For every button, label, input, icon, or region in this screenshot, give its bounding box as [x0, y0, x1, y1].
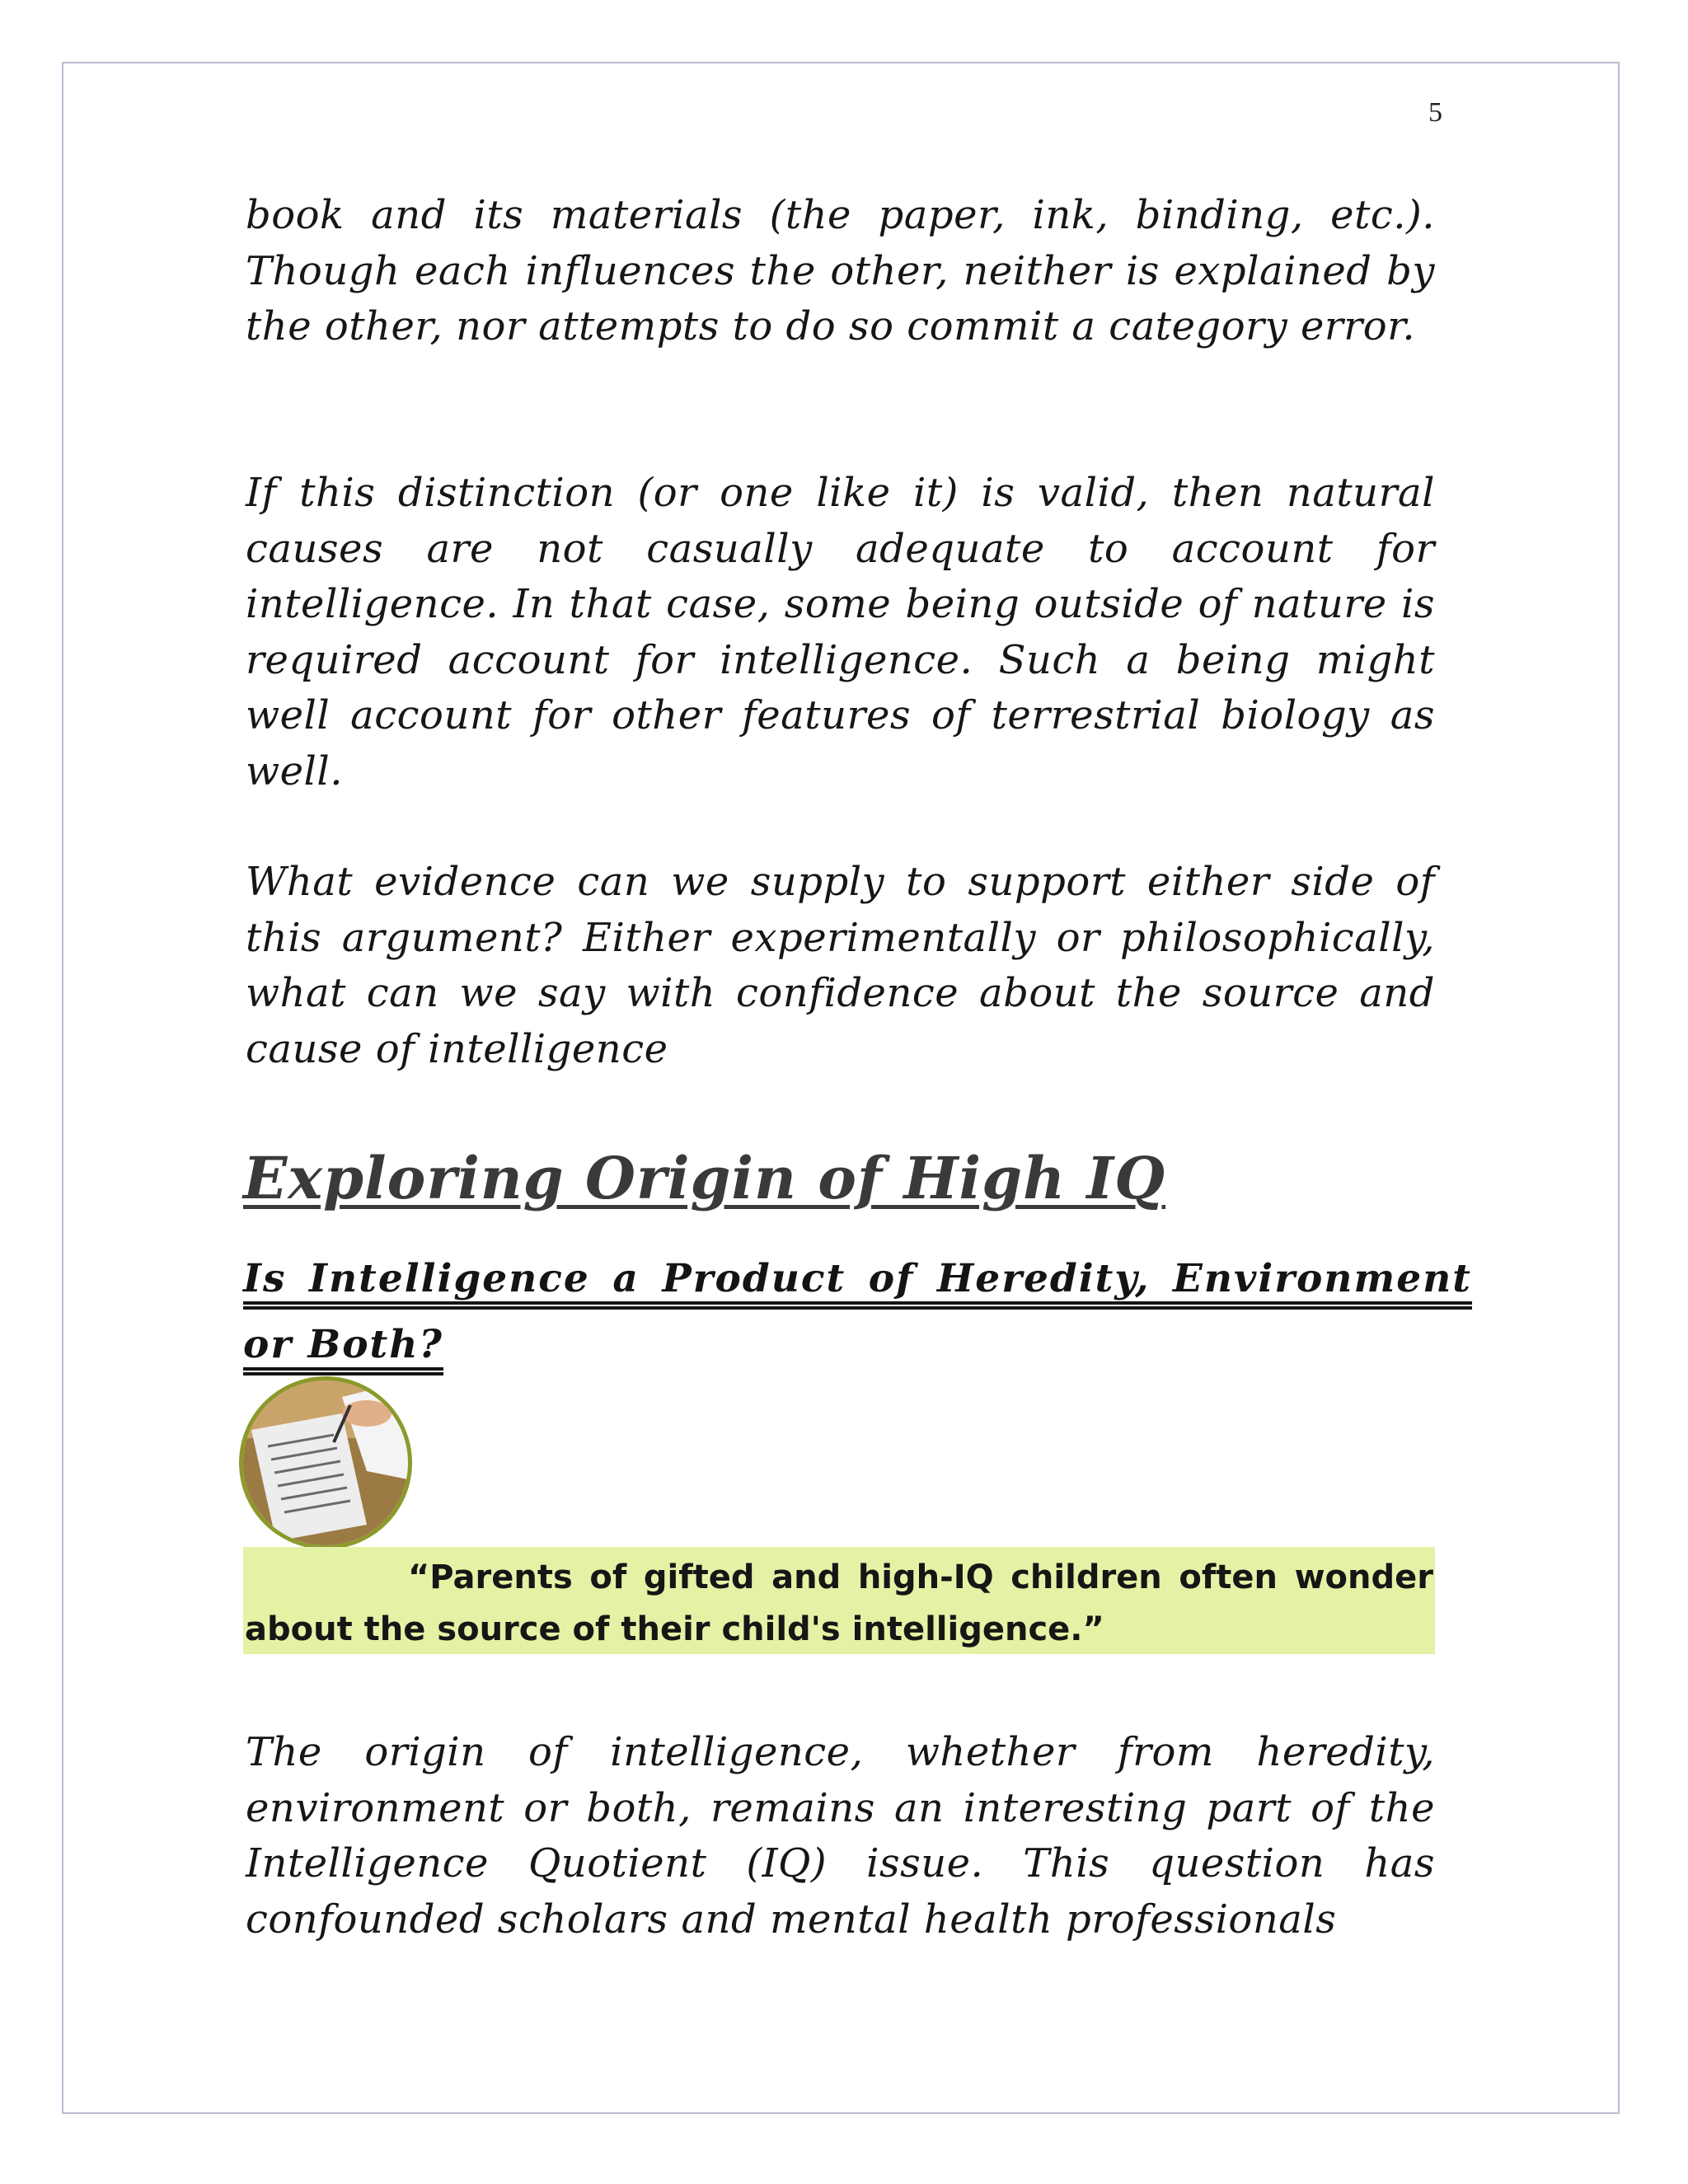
- paragraph-4: The origin of intelligence, whether from heredity, environment or both, remains an interesting part of the Intelligence Quotient (IQ) issue. This question has confounded scholars and mental health professionals: [246, 1729, 1435, 1943]
- paragraph-1: book and its materials (the paper, ink, binding, etc.). Though each influences the other, neither is explained by the other, nor attempts to do so commit a category error.: [246, 192, 1435, 349]
- section-subheading: Is Intelligence a Product of Heredity, Environment or Both?: [243, 1256, 1472, 1367]
- highlighted-quote: “Parents of gifted and high-IQ children often wonder about the source of their child's intelligence.”: [243, 1547, 1435, 1654]
- page-number: 5: [1428, 97, 1442, 128]
- paragraph-2: If this distinction (or one like it) is valid, then natural causes are not casually adequate to account for intelligence. In that case, some being outside of nature is required account for intelligence. Such a being might well account for other features of terrestrial biology as well.: [246, 470, 1435, 794]
- child-writing-photo: [243, 1380, 408, 1545]
- section-heading: Exploring Origin of High IQ: [243, 1144, 1166, 1212]
- paragraph-3: What evidence can we supply to support either side of this argument? Either experimentally or philosophically, what can we say with confidence about the source and cause of intelligence: [246, 859, 1435, 1072]
